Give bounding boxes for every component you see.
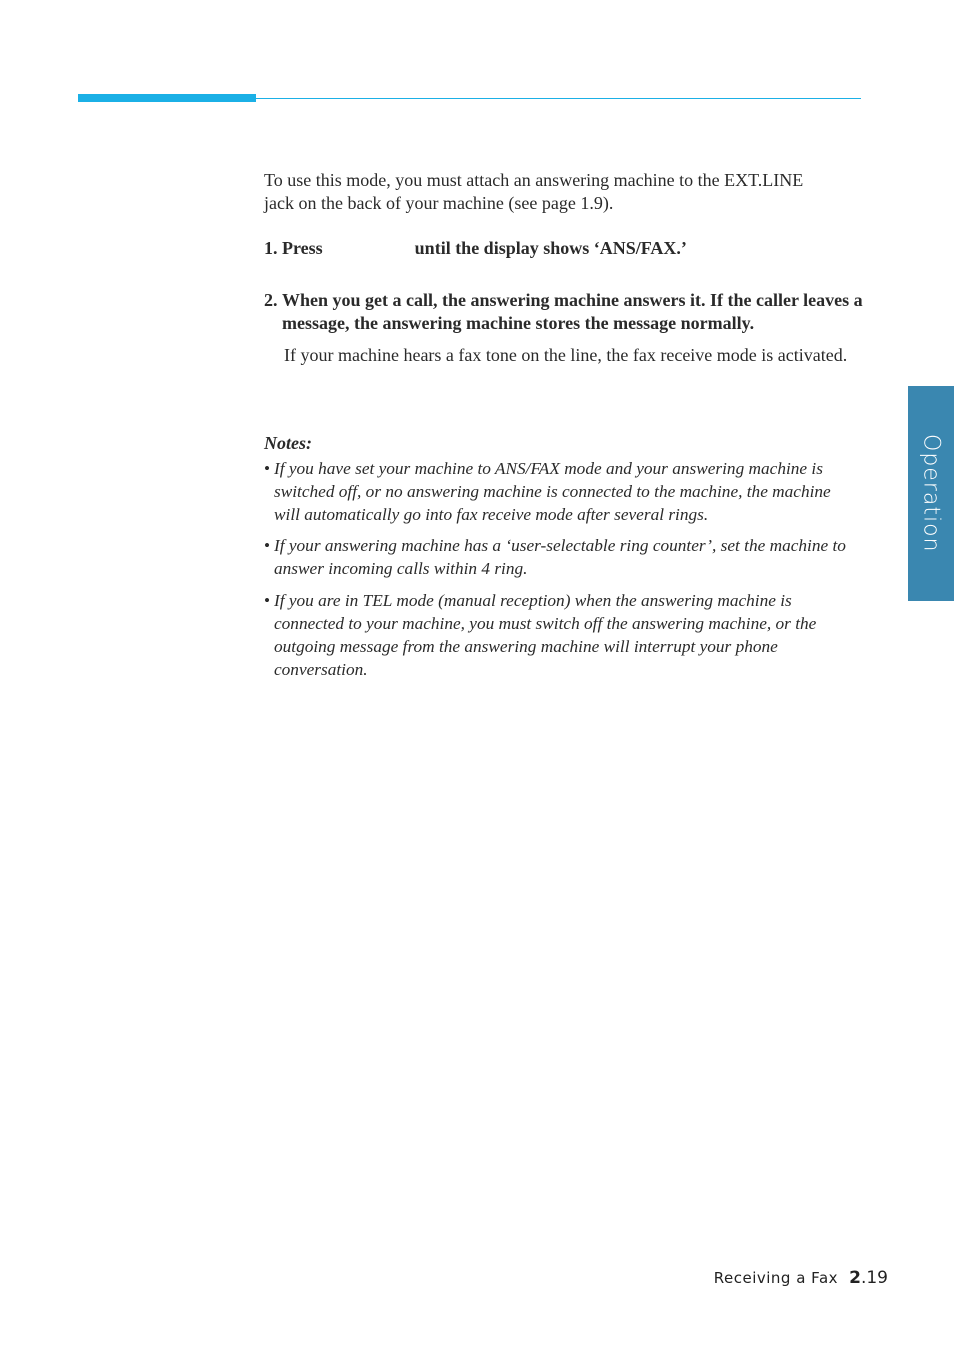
note-text: If you have set your machine to ANS/FAX mode and your answering machine is switched off, or no answering machine is connected to the machine, the machine will automatically go into fax receive mode after several rings. [274, 459, 831, 524]
step-1 [264, 237, 687, 260]
step-1-prefix: 1. Press [264, 238, 323, 258]
side-tab-label: Operation [918, 434, 944, 553]
step-2-text: When you get a call, the answering machine answers it. If the caller leaves a message, the answering machine stores the message normally. [282, 290, 863, 333]
bullet-icon: • [264, 536, 271, 555]
step-1-suffix: until the display shows ‘ANS/FAX.’ [414, 238, 687, 258]
header-rule-thin [256, 98, 861, 99]
intro-paragraph: To use this mode, you must attach an answering machine to the EXT.LINE jack on the back of your machine (see page 1.9). [264, 170, 804, 213]
note-text: If you are in TEL mode (manual reception) when the answering machine is connected to your machine, you must switch off the answering machine, or the outgoing message from the answering machine will interrupt your phone conversation. [274, 591, 817, 679]
footer-page-number: .19 [860, 1268, 888, 1288]
note-item [264, 589, 854, 681]
notes-title: Notes: [264, 433, 312, 453]
note-item [264, 457, 854, 526]
note-text: If your answering machine has a ‘user-selectable ring counter’, set the machine to answer incoming calls within 4 ring. [274, 536, 846, 578]
footer-section-title: Receiving a Fax [713, 1269, 839, 1287]
header-rule-thick [78, 94, 256, 102]
step-2 [264, 289, 864, 335]
bullet-icon: • [264, 591, 271, 610]
step-2-detail: If your machine hears a fax tone on the line, the fax receive mode is activated. [284, 345, 848, 365]
note-item [264, 534, 854, 580]
chapter-side-tab [908, 386, 954, 601]
step-2-number: 2. [264, 290, 278, 310]
page-footer [714, 1268, 888, 1288]
bullet-icon: • [264, 459, 271, 478]
footer-chapter-number: 2 [849, 1268, 861, 1288]
